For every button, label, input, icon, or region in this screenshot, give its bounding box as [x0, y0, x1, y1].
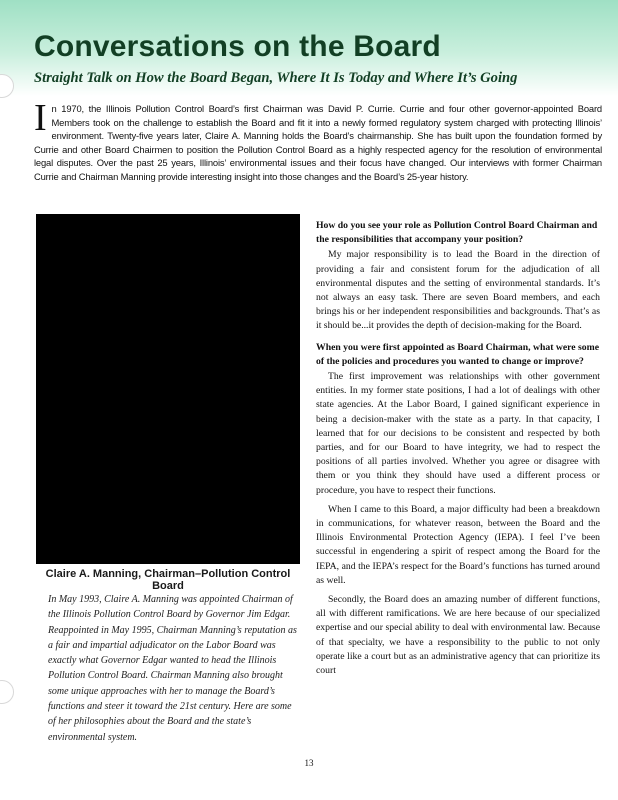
portrait-photo	[36, 214, 300, 564]
drop-cap: I	[34, 97, 47, 139]
page-title: Conversations on the Board	[34, 30, 441, 63]
page-subtitle: Straight Talk on How the Board Began, Where It Is Today and Where It’s Going	[34, 70, 518, 86]
binder-hole-bottom	[0, 680, 14, 704]
page-number: 13	[304, 758, 314, 768]
interview-column	[316, 219, 600, 683]
answer-2-paragraph-1: The first improvement was relationships with other government entities. In my former state positions, I had a lot of dealings with other state agencies. At the Labor Board, I gained significant experience in being a decision-maker with the state as a party. In that capacity, I learned that for our decisions to be consistent and respected by both parties, and for our Board to have integrity, we had to respect the positions of all parties involved. Whether you agree or disagree with them or you think they should have used a different process or procedure, you have to respect their functions.	[316, 371, 600, 496]
intro-paragraph	[34, 97, 602, 183]
bio-paragraph: In May 1993, Claire A. Manning was appointed Chairman of the Illinois Pollution Control Board by Governor Jim Edgar. Reappointed in May 1995, Chairman Manning’s reputation as a fair and impartial adjudicator on the Labor Board was exactly what Governor Edgar wanted to head the Illinois Pollution Control Board. Chairman Manning also brought some unique approaches with her to manage the Board’s functions and steer it toward the 21st century. Here are some of her philosophies about the Board and the state’s environmental system.	[48, 594, 297, 743]
intro-text: n 1970, the Illinois Pollution Control Board’s first Chairman was David P. Currie. Currie and four other governor-appointed Board Members took on the challenge to establish the Board and fit it into a newly formed regulatory system charged with protecting Illinois’ environment. Twenty-five years later, Claire A. Manning holds the Board’s chairmanship. She has built upon the foundation formed by Currie and other Board Chairmen to position the Pollution Control Board as a highly respected agency for the resolution of environmental legal disputes. Over the past 25 years, Illinois’ environmental issues and their focus have changed. Our interviews with former Chairman Currie and Chairman Manning provide interesting insight into those changes and the Board’s 25-year history.	[34, 103, 602, 182]
answer-2-paragraph-3: Secondly, the Board does an amazing number of different functions, all with different ramifications. We are here because of our specialized expertise and our special ability to deal with environmental law. Because of that specialty, we have a responsibility to the public to not only operate like a court but as an administrative agency that can prioritize its court	[316, 594, 600, 677]
answer-2-paragraph-2: When I came to this Board, a major difficulty had been a breakdown in communications, for whatever reason, between the Board and the Illinois Environmental Protection Agency (IEPA). I feel I’ve been successful in engendering a spirit of respect among the Board for the IEPA, and the IEPA’s respect for the Board’s functions has turned around as well.	[316, 503, 600, 586]
answer-1: My major responsibility is to lead the Board in the direction of providing a fair and consistent forum for the adjudication of all environmental disputes and the setting of environmental standards. It’s not always an easy task. There are seven Board members, and each brings his or her independent responsibilities and backgrounds. That’s as it should be...it provides the depth of decision-making for the Board.	[316, 249, 600, 332]
question-2: When you were first appointed as Board Chairman, what were some of the policies and procedures you wanted to change or improve?	[316, 341, 599, 367]
photo-caption: Claire A. Manning, Chairman–Pollution Control Board	[45, 568, 291, 592]
question-1: How do you see your role as Pollution Control Board Chairman and the responsibilities that accompany your position?	[316, 220, 598, 246]
